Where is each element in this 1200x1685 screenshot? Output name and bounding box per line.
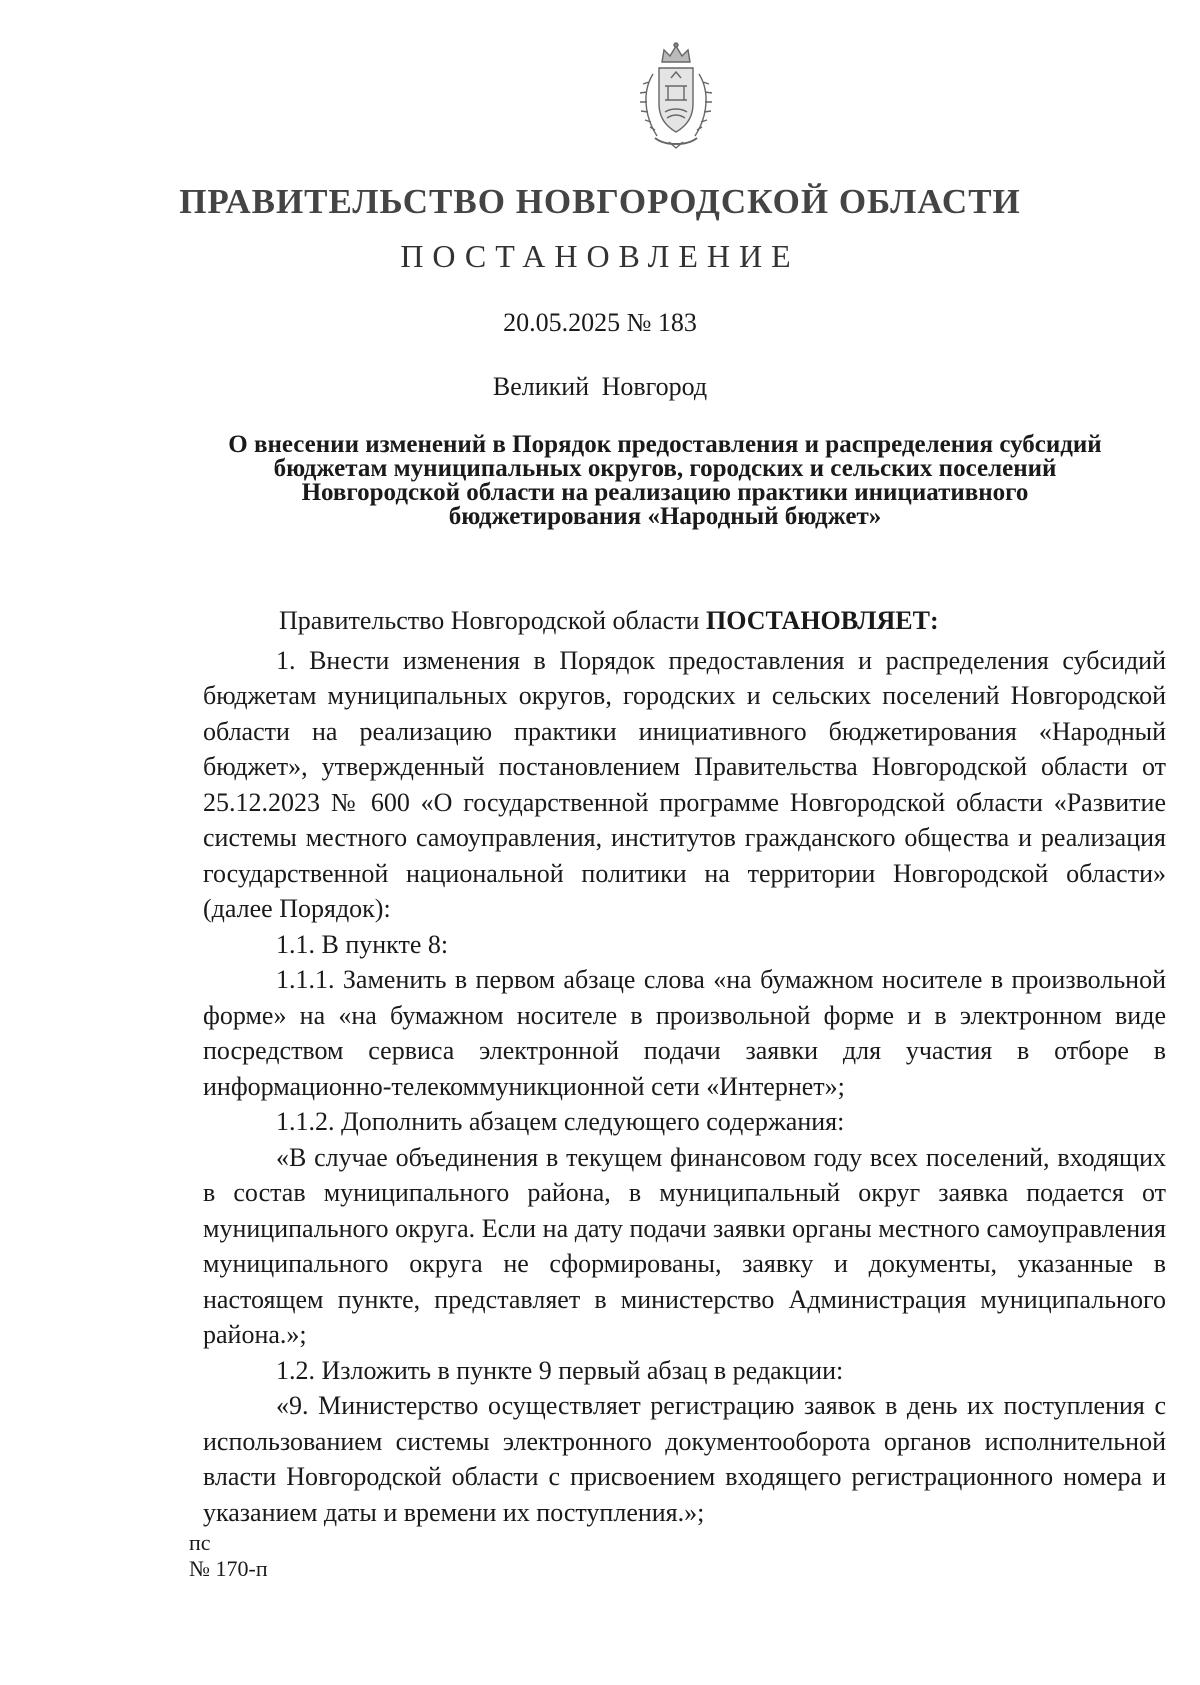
document-date-number: 20.05.2025 № 183 bbox=[503, 308, 697, 337]
lead-keyword: ПОСТАНОВЛЯЕТ: bbox=[705, 606, 939, 635]
government-title: ПРАВИТЕЛЬСТВО НОВГОРОДСКОЙ ОБЛАСТИ bbox=[179, 182, 1021, 221]
paragraph-quote-1: «В случае объединения в текущем финансовом году всех поселений, входящих в состав муниципального района, в муниципальный округ заявка подается от муниципального округа. Если на дату подачи заявки органы местного самоуправления муниципального округа не сформированы, заявку и документы, указанные в настоящем пункте, представляет в министерство Администрация муниципального района.»; bbox=[203, 1142, 1166, 1349]
document-subject: О внесении изменений в Порядок предоставления и распределения субсидий бюджетам муниципальных округов, городских и сельских поселений Новгородской области на реализацию практики инициативного бюджетирования «Народный бюджет» bbox=[228, 431, 1102, 530]
footer-line-1: пс bbox=[189, 1530, 211, 1555]
paragraph-1-1-2: 1.1.2. Дополнить абзацем следующего содержания: bbox=[276, 1107, 845, 1136]
paragraph-1-1: 1.1. В пункте 8: bbox=[276, 929, 449, 959]
paragraph-1-1-1: 1.1.1. Заменить в первом абзаце слова «на бумажном носителе в произвольной форме» на «на бумажном носителе в произвольной форме и в электронном виде посредством сервиса электронной подачи заявки для участия в отборе в информационно-телекоммуникционной сети «Интернет»; bbox=[203, 965, 1166, 1101]
paragraph-1: 1. Внести изменения в Порядок предоставления и распределения субсидий бюджетам муниципальных округов, городских и сельских поселений Новгородской области на реализацию практики инициативного бюджетирования «Народный бюджет», утвержденный постановлением Правительства Новгородской области от 25.12.2023 № 600 «О государственной программе Новгородской области «Развитие системы местного самоуправления, институтов гражданского общества и реализация государственной национальной политики на территории Новгородской области» (далее Порядок): bbox=[203, 645, 1166, 923]
novgorod-coat-of-arms-icon bbox=[635, 42, 717, 150]
footer-note bbox=[189, 1530, 268, 1582]
document-type: ПОСТАНОВЛЕНИЕ bbox=[400, 238, 800, 274]
document-body bbox=[203, 603, 1166, 1530]
paragraph-1-2: 1.2. Изложить в пункте 9 первый абзац в редакции: bbox=[276, 1355, 844, 1385]
footer-line-2: № 170-п bbox=[189, 1556, 268, 1581]
paragraph-quote-2: «9. Министерство осуществляет регистрацию заявок в день их поступления с использованием системы электронного документооборота органов исполнительной власти Новгородской области с присвоением входящего регистрационного номера и указанием даты и времени их поступления.»; bbox=[203, 1391, 1166, 1527]
resolution-lead bbox=[203, 603, 1166, 639]
document-place: Великий Новгород bbox=[492, 372, 708, 401]
lead-text: Правительство Новгородской области bbox=[279, 606, 706, 635]
